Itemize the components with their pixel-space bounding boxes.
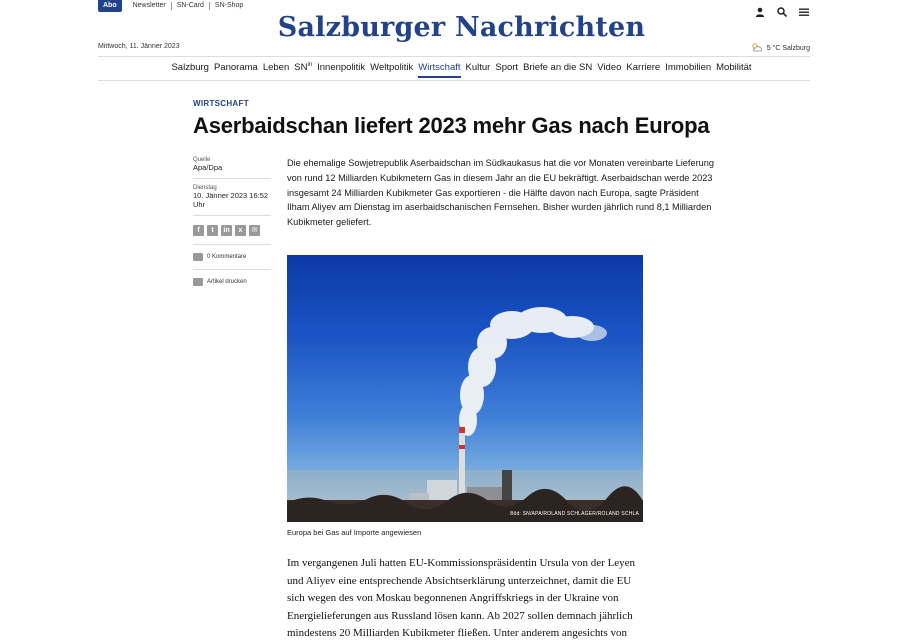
power-plant-illustration bbox=[287, 255, 643, 522]
nav-item-sn-in[interactable] bbox=[294, 62, 312, 78]
date-value: 10. Jänner 2023 16:52 Uhr bbox=[193, 191, 269, 209]
abo-button[interactable]: Abo bbox=[98, 0, 122, 12]
newsletter-link[interactable]: Newsletter bbox=[132, 2, 166, 9]
image-caption: Europa bei Gas auf Importe angewiesen bbox=[287, 528, 422, 537]
weather-icon bbox=[751, 42, 763, 54]
nav-item-wirtschaft[interactable]: Wirtschaft bbox=[418, 62, 460, 78]
nav-item-innenpolitik[interactable]: Innenpolitik bbox=[317, 62, 366, 73]
print-link[interactable] bbox=[193, 278, 271, 294]
sn-shop-link[interactable]: SN-Shop bbox=[209, 2, 248, 10]
article-body: Im vergangenen Juli hatten EU-Kommissionspräsidentin Ursula von der Leyen und Aliyev eine entsprechende Absichtserklärung unterzeichnet, damit die EU sich wegen des von Moskau begonnenen Angriffskriegs in der Ukraine von Energielieferungen aus Russland lösen kann. Ab 2027 sollen demnach jährlich mindestens 20 Milliarden Kubikmeter fließen. Unter anderem angesichts von bbox=[287, 557, 636, 639]
article-lead: Die ehemalige Sowjetrepublik Aserbaidschan im Südkaukasus hat die vor Monaten vereinbarte Lieferung von rund 12 Milliarden Kubikmetern Gas in diesem Jahr an die EU bekräftigt. Aserbaidschan werde 2023 insgesamt 24 Milliarden Kubikmeter Gas exportieren - die Hälfte davon nach Europa, sagte Präsident Ilham Aliyev am Dienstag im aserbaidschanischen Fernsehen. Bisher wurden jährlich rund 8,1 Milliarden Kubikmeter geliefert. bbox=[287, 158, 714, 228]
facebook-icon[interactable]: f bbox=[193, 225, 204, 236]
mail-icon[interactable]: ✉ bbox=[249, 225, 260, 236]
header-divider bbox=[98, 56, 810, 57]
date-label: Dienstag bbox=[193, 185, 217, 191]
article-meta bbox=[193, 157, 271, 302]
search-icon[interactable] bbox=[776, 5, 788, 17]
nav-item-leben[interactable]: Leben bbox=[262, 62, 290, 73]
source-block bbox=[193, 157, 271, 179]
weather-widget[interactable] bbox=[751, 42, 810, 54]
comments-link[interactable] bbox=[193, 253, 271, 270]
source-value: Apa/Dpa bbox=[193, 163, 223, 172]
twitter-icon[interactable]: t bbox=[207, 225, 218, 236]
article-kicker[interactable]: WIRTSCHAFT bbox=[193, 99, 249, 108]
print-icon bbox=[193, 278, 203, 286]
date-block bbox=[193, 185, 271, 216]
nav-item-briefe[interactable]: Briefe an die SN bbox=[523, 62, 593, 73]
source-label: Quelle bbox=[193, 157, 211, 163]
nav-divider bbox=[98, 80, 810, 81]
main-nav bbox=[0, 62, 923, 78]
menu-icon[interactable] bbox=[798, 5, 810, 17]
nav-item-video[interactable]: Video bbox=[597, 62, 622, 73]
print-label: Artikel drucken bbox=[207, 279, 247, 285]
user-icon[interactable] bbox=[754, 5, 766, 17]
sn-card-link[interactable]: SN-Card bbox=[171, 2, 209, 10]
image-credit: Bild: SN/APA/ROLAND SCHLAGER/ROLAND SCHLA bbox=[510, 511, 639, 517]
weather-text: 5 °C Salzburg bbox=[766, 44, 810, 52]
article-headline: Aserbaidschan liefert 2023 mehr Gas nach Europa bbox=[193, 113, 710, 138]
nav-item-weltpolitik[interactable]: Weltpolitik bbox=[370, 62, 414, 73]
nav-item-panorama[interactable]: Panorama bbox=[213, 62, 258, 73]
linkedin-icon[interactable]: in bbox=[221, 225, 232, 236]
nav-item-sn-label: SN bbox=[294, 62, 308, 74]
comment-icon bbox=[193, 253, 203, 261]
comments-count: 0 Kommentare bbox=[207, 254, 247, 260]
share-buttons bbox=[193, 222, 271, 245]
top-links bbox=[128, 2, 249, 10]
nav-item-kultur[interactable]: Kultur bbox=[465, 62, 491, 73]
header-icons bbox=[754, 5, 810, 17]
nav-item-salzburg[interactable]: Salzburg bbox=[171, 62, 209, 73]
nav-item-karriere[interactable]: Karriere bbox=[626, 62, 661, 73]
nav-item-immobilien[interactable]: Immobilien bbox=[665, 62, 712, 73]
current-date: Mittwoch, 11. Jänner 2023 bbox=[98, 43, 180, 50]
nav-item-mobilitaet[interactable]: Mobilität bbox=[716, 62, 752, 73]
nav-item-sn-sup: in bbox=[307, 62, 313, 68]
nav-item-sport[interactable]: Sport bbox=[495, 62, 519, 73]
article-image[interactable] bbox=[287, 255, 643, 522]
xing-icon[interactable]: x bbox=[235, 225, 246, 236]
site-logo[interactable]: Salzburger Nachrichten bbox=[277, 12, 646, 43]
